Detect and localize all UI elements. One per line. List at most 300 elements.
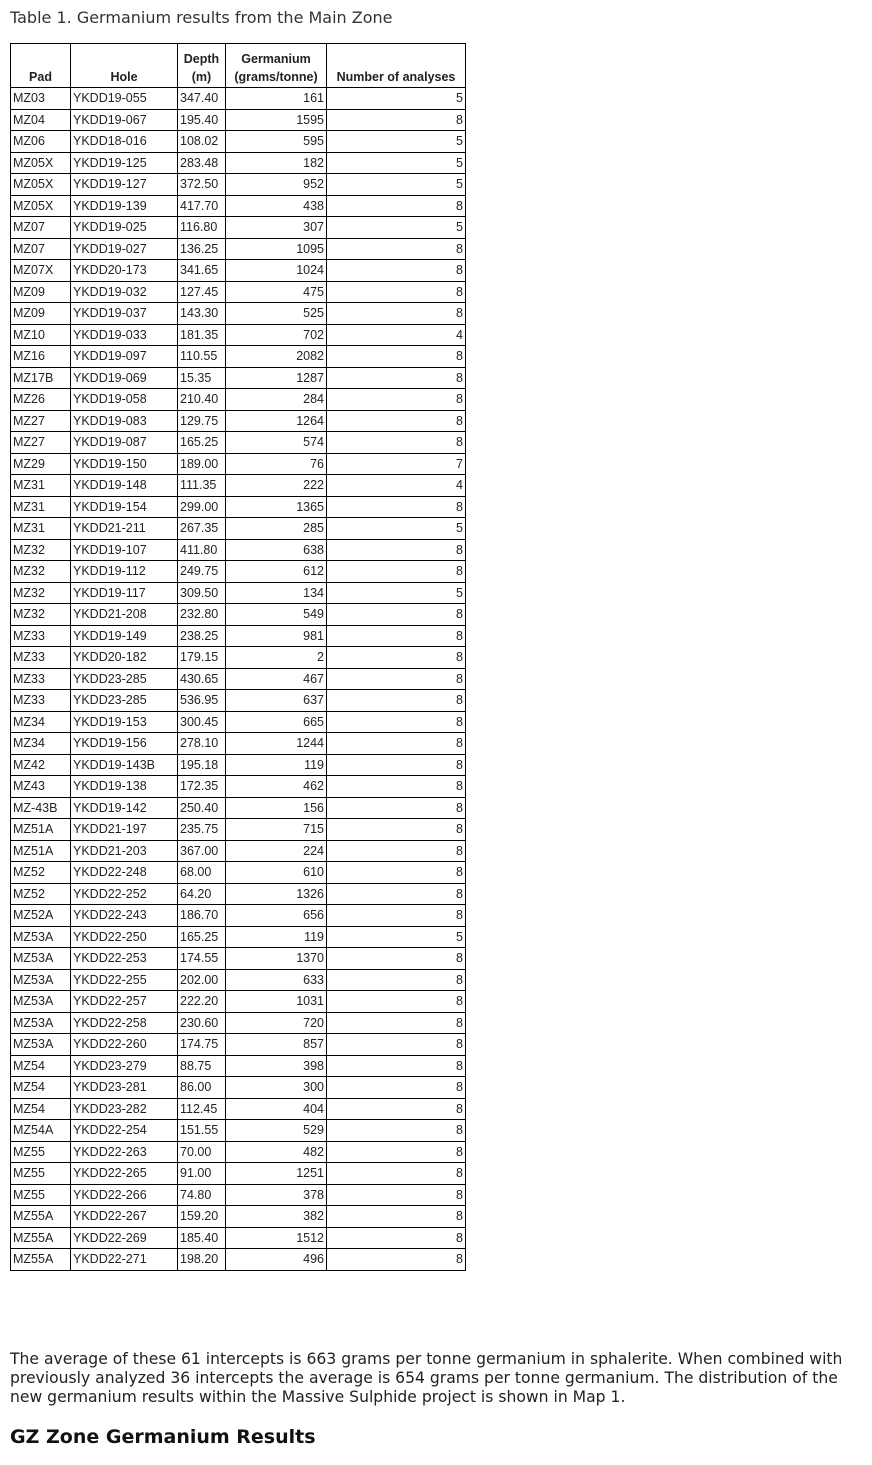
cell-hole: YKDD19-025 xyxy=(71,217,178,239)
cell-depth: 347.40 xyxy=(178,88,226,110)
cell-pad: MZ04 xyxy=(11,109,71,131)
cell-depth: 417.70 xyxy=(178,195,226,217)
cell-pad: MZ34 xyxy=(11,711,71,733)
cell-analyses: 8 xyxy=(327,625,466,647)
cell-depth: 136.25 xyxy=(178,238,226,260)
cell-pad: MZ53A xyxy=(11,1012,71,1034)
cell-hole: YKDD23-279 xyxy=(71,1055,178,1077)
cell-pad: MZ54 xyxy=(11,1098,71,1120)
cell-analyses: 8 xyxy=(327,1120,466,1142)
cell-hole: YKDD19-058 xyxy=(71,389,178,411)
cell-depth: 198.20 xyxy=(178,1249,226,1271)
table-row xyxy=(11,1120,466,1142)
cell-hole: YKDD19-125 xyxy=(71,152,178,174)
cell-pad: MZ31 xyxy=(11,475,71,497)
cell-pad: MZ33 xyxy=(11,690,71,712)
cell-pad: MZ43 xyxy=(11,776,71,798)
table-row xyxy=(11,195,466,217)
cell-analyses: 8 xyxy=(327,948,466,970)
cell-depth: 112.45 xyxy=(178,1098,226,1120)
cell-germanium: 285 xyxy=(226,518,327,540)
cell-germanium: 981 xyxy=(226,625,327,647)
table-caption: Table 1. Germanium results from the Main Zone xyxy=(10,8,393,27)
cell-germanium: 665 xyxy=(226,711,327,733)
cell-germanium: 574 xyxy=(226,432,327,454)
cell-analyses: 8 xyxy=(327,776,466,798)
table-row xyxy=(11,410,466,432)
cell-germanium: 119 xyxy=(226,926,327,948)
cell-analyses: 7 xyxy=(327,453,466,475)
table-row xyxy=(11,432,466,454)
cell-depth: 189.00 xyxy=(178,453,226,475)
cell-hole: YKDD19-069 xyxy=(71,367,178,389)
cell-pad: MZ27 xyxy=(11,432,71,454)
cell-hole: YKDD20-173 xyxy=(71,260,178,282)
cell-analyses: 8 xyxy=(327,281,466,303)
cell-depth: 536.95 xyxy=(178,690,226,712)
cell-hole: YKDD19-107 xyxy=(71,539,178,561)
cell-hole: YKDD19-153 xyxy=(71,711,178,733)
cell-analyses: 8 xyxy=(327,797,466,819)
cell-hole: YKDD19-143B xyxy=(71,754,178,776)
cell-depth: 151.55 xyxy=(178,1120,226,1142)
table-row xyxy=(11,711,466,733)
cell-pad: MZ32 xyxy=(11,604,71,626)
cell-germanium: 715 xyxy=(226,819,327,841)
cell-depth: 249.75 xyxy=(178,561,226,583)
cell-pad: MZ54 xyxy=(11,1077,71,1099)
cell-hole: YKDD20-182 xyxy=(71,647,178,669)
cell-depth: 129.75 xyxy=(178,410,226,432)
cell-depth: 70.00 xyxy=(178,1141,226,1163)
cell-depth: 185.40 xyxy=(178,1227,226,1249)
table-row xyxy=(11,604,466,626)
cell-analyses: 5 xyxy=(327,88,466,110)
cell-pad: MZ06 xyxy=(11,131,71,153)
cell-depth: 111.35 xyxy=(178,475,226,497)
cell-analyses: 8 xyxy=(327,539,466,561)
cell-germanium: 612 xyxy=(226,561,327,583)
cell-pad: MZ55A xyxy=(11,1227,71,1249)
cell-pad: MZ09 xyxy=(11,303,71,325)
cell-pad: MZ52 xyxy=(11,862,71,884)
cell-pad: MZ27 xyxy=(11,410,71,432)
table-row xyxy=(11,819,466,841)
header-pad xyxy=(11,44,71,88)
table-row xyxy=(11,754,466,776)
table-row xyxy=(11,496,466,518)
cell-pad: MZ42 xyxy=(11,754,71,776)
cell-hole: YKDD19-097 xyxy=(71,346,178,368)
cell-analyses: 8 xyxy=(327,862,466,884)
cell-depth: 195.18 xyxy=(178,754,226,776)
cell-hole: YKDD19-150 xyxy=(71,453,178,475)
cell-germanium: 1287 xyxy=(226,367,327,389)
table-header-row xyxy=(11,44,466,88)
cell-hole: YKDD22-252 xyxy=(71,883,178,905)
cell-depth: 267.35 xyxy=(178,518,226,540)
cell-germanium: 525 xyxy=(226,303,327,325)
cell-analyses: 8 xyxy=(327,346,466,368)
table-row xyxy=(11,260,466,282)
cell-depth: 238.25 xyxy=(178,625,226,647)
cell-hole: YKDD19-112 xyxy=(71,561,178,583)
cell-analyses: 8 xyxy=(327,883,466,905)
cell-analyses: 8 xyxy=(327,389,466,411)
cell-analyses: 8 xyxy=(327,1163,466,1185)
cell-depth: 341.65 xyxy=(178,260,226,282)
table-row xyxy=(11,453,466,475)
table-row xyxy=(11,733,466,755)
cell-analyses: 4 xyxy=(327,324,466,346)
table-row xyxy=(11,217,466,239)
cell-hole: YKDD23-282 xyxy=(71,1098,178,1120)
cell-germanium: 595 xyxy=(226,131,327,153)
table-row xyxy=(11,668,466,690)
cell-hole: YKDD22-253 xyxy=(71,948,178,970)
cell-pad: MZ53A xyxy=(11,948,71,970)
table-row xyxy=(11,1227,466,1249)
cell-hole: YKDD22-271 xyxy=(71,1249,178,1271)
cell-hole: YKDD19-156 xyxy=(71,733,178,755)
cell-hole: YKDD22-243 xyxy=(71,905,178,927)
cell-hole: YKDD19-139 xyxy=(71,195,178,217)
cell-depth: 68.00 xyxy=(178,862,226,884)
cell-analyses: 8 xyxy=(327,303,466,325)
cell-pad: MZ53A xyxy=(11,991,71,1013)
cell-germanium: 382 xyxy=(226,1206,327,1228)
cell-germanium: 2 xyxy=(226,647,327,669)
cell-pad: MZ55 xyxy=(11,1184,71,1206)
cell-hole: YKDD22-269 xyxy=(71,1227,178,1249)
table-row xyxy=(11,518,466,540)
table-row xyxy=(11,174,466,196)
cell-analyses: 8 xyxy=(327,1227,466,1249)
cell-analyses: 8 xyxy=(327,969,466,991)
table-row xyxy=(11,389,466,411)
cell-pad: MZ54A xyxy=(11,1120,71,1142)
cell-hole: YKDD21-208 xyxy=(71,604,178,626)
cell-depth: 108.02 xyxy=(178,131,226,153)
cell-germanium: 496 xyxy=(226,1249,327,1271)
table-row xyxy=(11,1055,466,1077)
table-row xyxy=(11,539,466,561)
cell-hole: YKDD23-281 xyxy=(71,1077,178,1099)
table-row xyxy=(11,303,466,325)
cell-depth: 172.35 xyxy=(178,776,226,798)
cell-depth: 367.00 xyxy=(178,840,226,862)
cell-depth: 411.80 xyxy=(178,539,226,561)
cell-pad: MZ03 xyxy=(11,88,71,110)
cell-hole: YKDD19-083 xyxy=(71,410,178,432)
cell-hole: YKDD22-265 xyxy=(71,1163,178,1185)
cell-pad: MZ51A xyxy=(11,819,71,841)
cell-hole: YKDD19-055 xyxy=(71,88,178,110)
cell-hole: YKDD21-203 xyxy=(71,840,178,862)
cell-germanium: 398 xyxy=(226,1055,327,1077)
cell-depth: 210.40 xyxy=(178,389,226,411)
cell-germanium: 857 xyxy=(226,1034,327,1056)
cell-analyses: 5 xyxy=(327,582,466,604)
cell-pad: MZ17B xyxy=(11,367,71,389)
cell-pad: MZ26 xyxy=(11,389,71,411)
cell-hole: YKDD22-266 xyxy=(71,1184,178,1206)
cell-pad: MZ07X xyxy=(11,260,71,282)
cell-germanium: 475 xyxy=(226,281,327,303)
cell-depth: 430.65 xyxy=(178,668,226,690)
table-row xyxy=(11,324,466,346)
cell-pad: MZ53A xyxy=(11,969,71,991)
cell-pad: MZ53A xyxy=(11,1034,71,1056)
cell-analyses: 5 xyxy=(327,217,466,239)
cell-pad: MZ31 xyxy=(11,496,71,518)
cell-hole: YKDD21-211 xyxy=(71,518,178,540)
header-germanium-unit: (grams/tonne) xyxy=(234,70,318,84)
cell-analyses: 8 xyxy=(327,1141,466,1163)
cell-hole: YKDD21-197 xyxy=(71,819,178,841)
table-row xyxy=(11,862,466,884)
cell-hole: YKDD19-032 xyxy=(71,281,178,303)
cell-germanium: 467 xyxy=(226,668,327,690)
cell-germanium: 134 xyxy=(226,582,327,604)
cell-germanium: 1244 xyxy=(226,733,327,755)
table-row xyxy=(11,1034,466,1056)
cell-depth: 174.75 xyxy=(178,1034,226,1056)
cell-germanium: 462 xyxy=(226,776,327,798)
cell-depth: 222.20 xyxy=(178,991,226,1013)
cell-depth: 174.55 xyxy=(178,948,226,970)
cell-depth: 88.75 xyxy=(178,1055,226,1077)
cell-analyses: 8 xyxy=(327,260,466,282)
cell-analyses: 8 xyxy=(327,819,466,841)
cell-analyses: 8 xyxy=(327,1098,466,1120)
cell-depth: 91.00 xyxy=(178,1163,226,1185)
cell-depth: 300.45 xyxy=(178,711,226,733)
cell-analyses: 8 xyxy=(327,711,466,733)
cell-hole: YKDD19-149 xyxy=(71,625,178,647)
cell-germanium: 633 xyxy=(226,969,327,991)
cell-analyses: 8 xyxy=(327,561,466,583)
cell-germanium: 702 xyxy=(226,324,327,346)
cell-depth: 299.00 xyxy=(178,496,226,518)
table-row xyxy=(11,690,466,712)
table-row xyxy=(11,561,466,583)
cell-germanium: 637 xyxy=(226,690,327,712)
cell-analyses: 8 xyxy=(327,604,466,626)
cell-analyses: 5 xyxy=(327,174,466,196)
cell-pad: MZ31 xyxy=(11,518,71,540)
cell-hole: YKDD22-248 xyxy=(71,862,178,884)
cell-pad: MZ05X xyxy=(11,152,71,174)
cell-depth: 15.35 xyxy=(178,367,226,389)
cell-germanium: 952 xyxy=(226,174,327,196)
cell-analyses: 5 xyxy=(327,152,466,174)
cell-germanium: 161 xyxy=(226,88,327,110)
cell-pad: MZ34 xyxy=(11,733,71,755)
cell-germanium: 1031 xyxy=(226,991,327,1013)
table-row xyxy=(11,346,466,368)
cell-analyses: 8 xyxy=(327,1055,466,1077)
cell-analyses: 8 xyxy=(327,1012,466,1034)
cell-pad: MZ55A xyxy=(11,1249,71,1271)
cell-pad: MZ07 xyxy=(11,217,71,239)
cell-hole: YKDD22-257 xyxy=(71,991,178,1013)
cell-analyses: 5 xyxy=(327,518,466,540)
cell-hole: YKDD23-285 xyxy=(71,690,178,712)
cell-hole: YKDD19-127 xyxy=(71,174,178,196)
cell-hole: YKDD19-138 xyxy=(71,776,178,798)
cell-analyses: 8 xyxy=(327,840,466,862)
cell-germanium: 76 xyxy=(226,453,327,475)
table-row xyxy=(11,281,466,303)
germanium-results-table xyxy=(10,43,466,1271)
cell-pad: MZ05X xyxy=(11,195,71,217)
table-row xyxy=(11,969,466,991)
cell-hole: YKDD19-033 xyxy=(71,324,178,346)
cell-depth: 181.35 xyxy=(178,324,226,346)
section-heading: GZ Zone Germanium Results xyxy=(10,1426,316,1448)
table-row xyxy=(11,948,466,970)
cell-hole: YKDD19-117 xyxy=(71,582,178,604)
cell-analyses: 8 xyxy=(327,432,466,454)
cell-pad: MZ52 xyxy=(11,883,71,905)
cell-analyses: 8 xyxy=(327,238,466,260)
header-hole xyxy=(71,44,178,88)
header-analyses-label: Number of analyses xyxy=(336,70,456,84)
table-row xyxy=(11,367,466,389)
header-pad-label: Pad xyxy=(29,70,52,84)
cell-pad: MZ51A xyxy=(11,840,71,862)
cell-hole: YKDD22-255 xyxy=(71,969,178,991)
table-row xyxy=(11,1012,466,1034)
cell-pad: MZ33 xyxy=(11,647,71,669)
table-row xyxy=(11,991,466,1013)
table-row xyxy=(11,582,466,604)
cell-germanium: 638 xyxy=(226,539,327,561)
cell-analyses: 8 xyxy=(327,905,466,927)
cell-depth: 186.70 xyxy=(178,905,226,927)
header-hole-label: Hole xyxy=(110,70,138,84)
cell-analyses: 8 xyxy=(327,1077,466,1099)
cell-depth: 372.50 xyxy=(178,174,226,196)
cell-germanium: 529 xyxy=(226,1120,327,1142)
cell-analyses: 5 xyxy=(327,926,466,948)
cell-analyses: 8 xyxy=(327,367,466,389)
header-depth-label: Depth xyxy=(183,52,220,66)
cell-depth: 86.00 xyxy=(178,1077,226,1099)
table-row xyxy=(11,109,466,131)
cell-depth: 235.75 xyxy=(178,819,226,841)
header-depth xyxy=(178,44,226,88)
cell-hole: YKDD19-142 xyxy=(71,797,178,819)
table-row xyxy=(11,88,466,110)
cell-germanium: 720 xyxy=(226,1012,327,1034)
cell-pad: MZ10 xyxy=(11,324,71,346)
cell-hole: YKDD22-258 xyxy=(71,1012,178,1034)
header-depth-unit: (m) xyxy=(191,70,212,84)
cell-analyses: 8 xyxy=(327,690,466,712)
cell-pad: MZ32 xyxy=(11,539,71,561)
table-row xyxy=(11,1184,466,1206)
cell-analyses: 8 xyxy=(327,754,466,776)
cell-analyses: 8 xyxy=(327,1184,466,1206)
cell-analyses: 8 xyxy=(327,668,466,690)
cell-pad: MZ55A xyxy=(11,1206,71,1228)
cell-germanium: 1251 xyxy=(226,1163,327,1185)
cell-hole: YKDD18-016 xyxy=(71,131,178,153)
cell-pad: MZ32 xyxy=(11,582,71,604)
cell-depth: 278.10 xyxy=(178,733,226,755)
cell-pad: MZ54 xyxy=(11,1055,71,1077)
cell-germanium: 1264 xyxy=(226,410,327,432)
cell-pad: MZ05X xyxy=(11,174,71,196)
cell-germanium: 482 xyxy=(226,1141,327,1163)
table-row xyxy=(11,1249,466,1271)
cell-depth: 283.48 xyxy=(178,152,226,174)
table-row xyxy=(11,1077,466,1099)
cell-germanium: 2082 xyxy=(226,346,327,368)
cell-depth: 195.40 xyxy=(178,109,226,131)
cell-germanium: 610 xyxy=(226,862,327,884)
cell-analyses: 5 xyxy=(327,131,466,153)
cell-analyses: 8 xyxy=(327,1249,466,1271)
cell-depth: 165.25 xyxy=(178,926,226,948)
cell-hole: YKDD22-250 xyxy=(71,926,178,948)
cell-analyses: 8 xyxy=(327,991,466,1013)
cell-pad: MZ07 xyxy=(11,238,71,260)
cell-pad: MZ55 xyxy=(11,1163,71,1185)
table-row xyxy=(11,1163,466,1185)
table-row xyxy=(11,1141,466,1163)
cell-hole: YKDD22-263 xyxy=(71,1141,178,1163)
cell-pad: MZ29 xyxy=(11,453,71,475)
table-row xyxy=(11,625,466,647)
table-row xyxy=(11,131,466,153)
cell-depth: 202.00 xyxy=(178,969,226,991)
cell-germanium: 1512 xyxy=(226,1227,327,1249)
cell-analyses: 8 xyxy=(327,496,466,518)
cell-depth: 74.80 xyxy=(178,1184,226,1206)
cell-analyses: 8 xyxy=(327,195,466,217)
cell-analyses: 8 xyxy=(327,1206,466,1228)
table-body xyxy=(11,88,466,1271)
header-germanium-label: Germanium xyxy=(241,52,311,66)
cell-germanium: 404 xyxy=(226,1098,327,1120)
cell-hole: YKDD19-067 xyxy=(71,109,178,131)
table-row xyxy=(11,1098,466,1120)
cell-depth: 64.20 xyxy=(178,883,226,905)
cell-germanium: 284 xyxy=(226,389,327,411)
cell-germanium: 549 xyxy=(226,604,327,626)
cell-hole: YKDD22-260 xyxy=(71,1034,178,1056)
summary-paragraph: The average of these 61 intercepts is 663 grams per tonne germanium in sphalerite. When combined with previously analyzed 36 intercepts the average is 654 grams per tonne germanium. The distribution of the new germanium results within the Massive Sulphide project is shown in Map 1. xyxy=(10,1350,843,1406)
cell-germanium: 438 xyxy=(226,195,327,217)
cell-germanium: 656 xyxy=(226,905,327,927)
cell-hole: YKDD19-148 xyxy=(71,475,178,497)
table-row xyxy=(11,152,466,174)
table-row xyxy=(11,905,466,927)
cell-germanium: 224 xyxy=(226,840,327,862)
cell-hole: YKDD23-285 xyxy=(71,668,178,690)
cell-analyses: 8 xyxy=(327,733,466,755)
cell-germanium: 1365 xyxy=(226,496,327,518)
cell-depth: 250.40 xyxy=(178,797,226,819)
cell-germanium: 119 xyxy=(226,754,327,776)
cell-pad: MZ32 xyxy=(11,561,71,583)
cell-pad: MZ53A xyxy=(11,926,71,948)
cell-germanium: 378 xyxy=(226,1184,327,1206)
table-row xyxy=(11,475,466,497)
